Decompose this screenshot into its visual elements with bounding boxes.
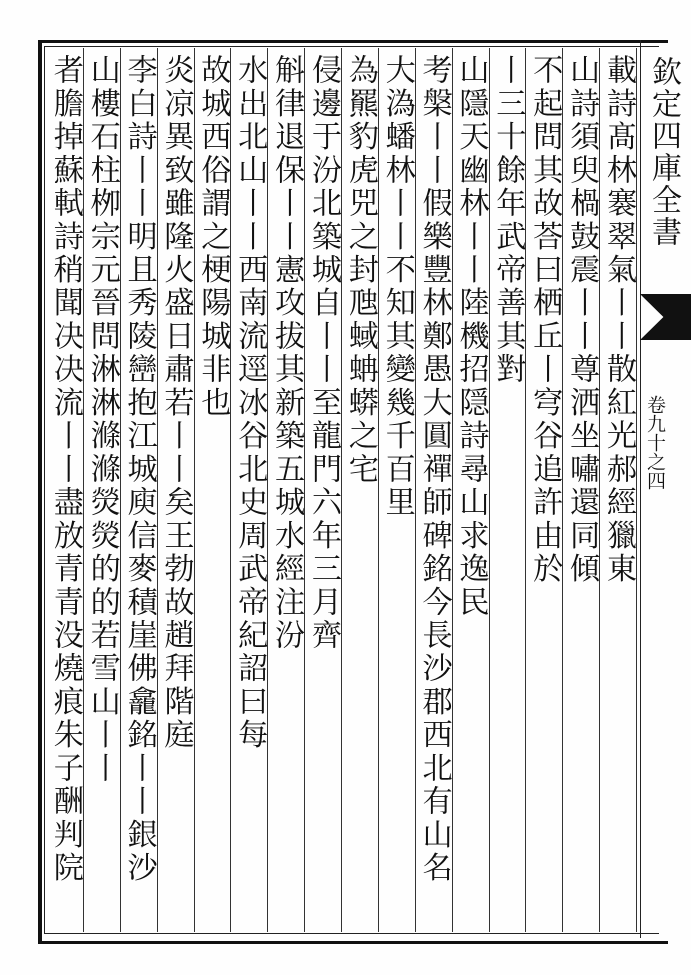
text-column: 水出北山丨丨西南流逕冰谷北史周武帝紀詔曰每 [232,54,268,752]
column-rule [267,48,268,932]
text-column: 丨三十餘年武帝善其對 [490,54,526,387]
column-rule [636,48,637,932]
column-rule [304,48,305,932]
book-title: 欽定四庫全書 [646,56,681,248]
column-rule [562,48,563,932]
text-column: 李白詩丨丨明且秀陵巒抱江城庾信麥積崖佛龕銘丨丨銀沙 [121,54,157,885]
column-rule [452,48,453,932]
text-column: 者膽掉蘇軾詩稍聞决决流丨丨盡放青青没燒痕朱子酬判院 [47,54,83,885]
text-column: 不起問其故荅曰栖丘丨穹谷追許由於 [527,54,563,586]
column-rule [120,48,121,932]
column-rule [378,48,379,932]
column-rule [415,48,416,932]
text-column: 斛律退保丨丨憲攻拔其新築五城水經注汾 [269,54,305,653]
text-column: 載詩髙林褰翠氣丨丨散紅光郝經獵東 [601,54,636,586]
column-rule [599,48,600,932]
column-rule [341,48,342,932]
text-column: 山詩須臾楇鼓震丨丨尊洒坐嘯還同傾 [564,54,600,586]
column-rule [489,48,490,932]
text-column: 炎凉異致雖隆火盛日肅若丨丨矣王勃故趙拜階庭 [158,54,194,752]
column-rule [157,48,158,932]
text-column: 考槃丨丨假樂豐林鄭愚大圓禪師碑銘今長沙郡西北有山名 [416,54,452,885]
column-rule [83,48,84,932]
column-rule [230,48,231,932]
volume-label: 卷九十之四 [644,395,666,490]
text-column: 大溈蟠林丨丨不知其變幾千百里 [379,54,415,520]
column-rule [194,48,195,932]
column-rule [525,48,526,932]
text-column: 為羆豹虎兕之封虺蜮蚺蟒之宅 [342,54,378,486]
text-column: 山樓石柱栁宗元晉問淋淋滌滌熒熒的的若雪山丨丨 [84,54,120,786]
text-column: 山隱天幽林丨丨陸機招隠詩尋山求逸民 [453,54,489,619]
text-column: 侵邊于汾北築城自丨丨至龍門六年三月齊 [306,54,341,653]
text-column: 故城西俗謂之梗陽城非也 [195,54,231,420]
